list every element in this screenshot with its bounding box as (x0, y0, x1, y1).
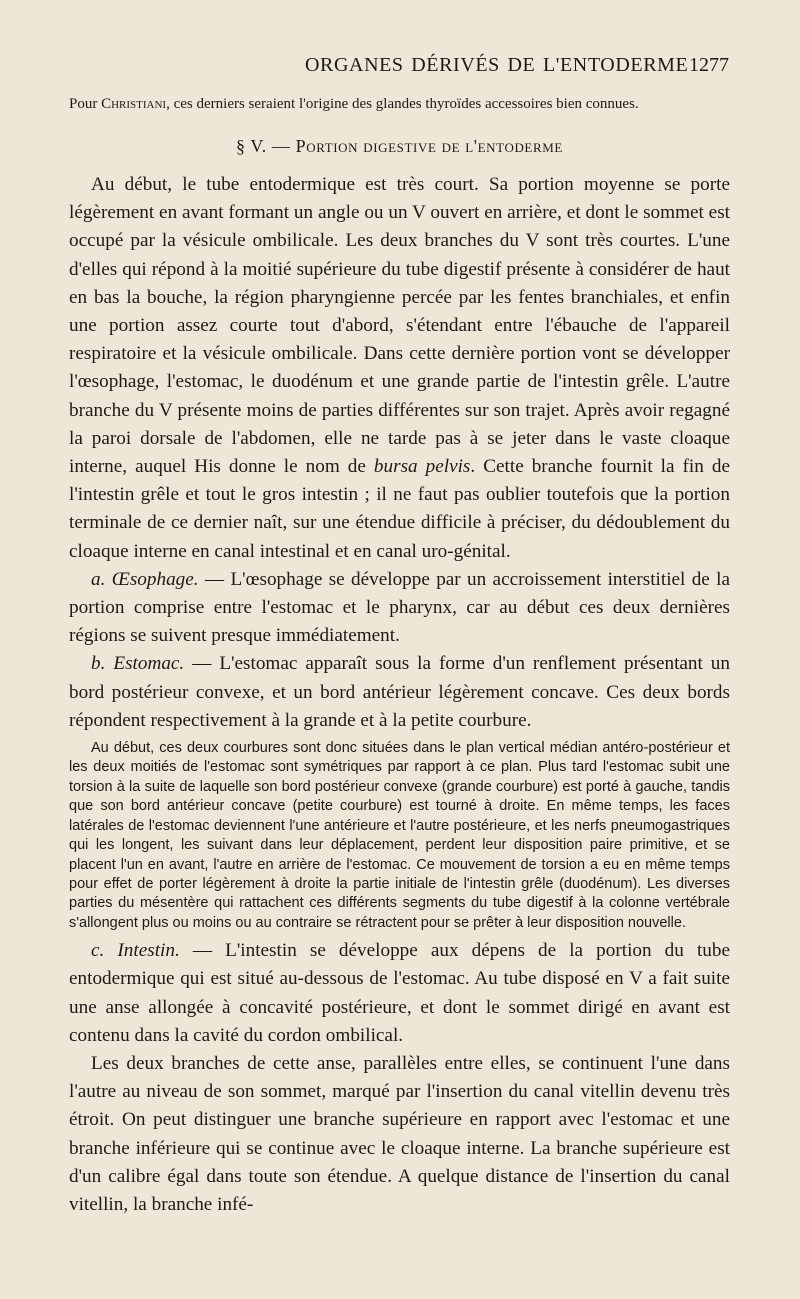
intro-text: , ces derniers seraient l'origine des glandes thyroïdes accessoires bien connues. (166, 96, 639, 112)
section-heading: § V. — Portion digestive de l'entoderme (236, 136, 563, 156)
intro-paragraph (69, 94, 730, 114)
subsection-heading-oesophage: a. Œsophage. (91, 568, 199, 590)
paragraph-branches: Les deux branches de cette anse, parallèles entre elles, se continuent l'une dans l'autre au niveau de son sommet, marqué par l'insertion du canal vitellin devenu très étroit. On peut distinguer une branche supérieure en rapport avec l'estomac et une branche inférieure qui se continue avec le cloaque interne. La branche supérieure est d'un calibre égal dans toute son étendue. A quelque distance de l'insertion du canal vitellin, la branche infé- (69, 1052, 730, 1215)
paragraph-text: — L'intestin se développe aux dépens de la portion du tube entodermique qui est situé au-dessous de l'estomac. Au tube disposé en V a fait suite une anse allongée à concavité postérieure, et dont le sommet dirigé en avant est contenu dans la cavité du cordon ombilical. (69, 940, 730, 1046)
subsection-heading-estomac: b. Estomac. (91, 653, 185, 675)
author-name: Christiani (101, 96, 167, 112)
paragraph-oesophage (69, 566, 730, 651)
paragraph-text: — L'œsophage se développe par un accroissement interstitiel de la portion comprise entre l'estomac et le pharynx, car au début ces deux dernières régions se suivent presque immédiatement. (69, 568, 730, 647)
paragraph-text: Au début, le tube entodermique est très court. Sa portion moyenne se porte légèrement en avant formant un angle ou un V ouvert en arrière, et dont le sommet est occupé par la vésicule ombilicale. Les deux branches du V sont très courtes. L'une d'elles qui répond à la moitié supérieure du tube digestif présente à considérer de haut en bas la bouche, la région pharyngienne percée par les fentes branchiales, et enfin une portion assez courte tout d'abord, s'étendant entre l'ébauche de l'appareil respiratoire et la vésicule ombilicale. Dans cette dernière portion vont se développer l'œsophage, l'estomac, le duodénum et une grande partie de l'intestin grêle. L'autre branche du V présente moins de parties différentes sur son trajet. Après avoir regagné la paroi dorsale de l'abdomen, elle ne tarde pas à se jeter dans le vaste cloaque interne, auquel His donne le nom de (69, 174, 730, 478)
latin-term: bursa pelvis (373, 456, 471, 478)
subsection-heading-intestin: c. Intestin. (91, 940, 180, 962)
running-title: ORGANES DÉRIVÉS DE L'ENTODERME (305, 54, 689, 76)
paragraph-estomac (69, 650, 730, 735)
paragraph-text: . Cette branche fournit la fin de l'intestin grêle et tout le gros intestin ; il ne faut pas oublier toutefois que la portion terminale de ce dernier naît, sur une étendue difficile à préciser, du dédoublement du cloaque interne en canal intestinal et en canal uro-génital. (69, 456, 730, 562)
paragraph-general (69, 171, 730, 566)
intro-prefix: Pour (69, 96, 102, 112)
page-number: 1277 (689, 54, 729, 76)
small-print-paragraph: Au début, ces deux courbures sont donc situées dans le plan vertical médian antéro-postérieur et les deux moitiés de l'estomac sont symétriques par rapport à ce plan. Plus tard l'estomac subit une torsion à la suite de laquelle son bord postérieur convexe (grande courbure) est porté à gauche, tandis que son bord antérieur concave (petite courbure) est tourné à droite. En même temps, les faces latérales de l'estomac deviennent l'une antérieure et l'autre postérieure, et les nerfs pneumogastriques qui les longent, les suivant dans leur déplacement, perdent leur disposition paire primitive, et se placent l'un en avant, l'autre en arrière de l'estomac. Ce mouvement de torsion a eu en même temps pour effet de porter légèrement à droite la partie initiale de l'intestin grêle (duodénum). Les diverses parties du mésentère qui rattachent ces différents segments du tube digestif à la colonne vertébrale s'allongent plus ou moins ou au contraire se rétractent pour se prêter à leur disposition nouvelle. (69, 740, 730, 931)
running-header (0, 54, 800, 86)
paragraph-intestin (69, 937, 730, 1050)
paragraph-text: — L'estomac apparaît sous la forme d'un renflement présentant un bord postérieur convexe, et un bord antérieur légèrement concave. Ces deux bords répondent respectivement à la grande et à la petite courbure. (69, 653, 730, 731)
page-body (69, 94, 730, 1219)
